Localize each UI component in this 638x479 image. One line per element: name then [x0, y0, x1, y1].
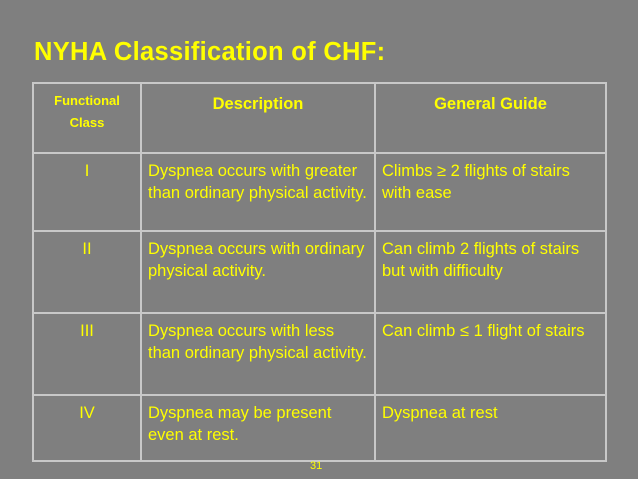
description-cell: Dyspnea may be present even at rest.	[141, 395, 375, 461]
class-cell: IV	[33, 395, 141, 461]
table-row	[33, 395, 606, 461]
description-cell: Dyspnea occurs with less than ordinary physical activity.	[141, 313, 375, 395]
guide-cell: Climbs ≥ 2 flights of stairs with ease	[375, 153, 606, 231]
header-functional-class: Functional Class	[33, 83, 141, 153]
class-cell: I	[33, 153, 141, 231]
table-row	[33, 153, 606, 231]
description-cell: Dyspnea occurs with ordinary physical activity.	[141, 231, 375, 313]
table-header-row	[33, 83, 606, 153]
nyha-classification-table	[32, 82, 607, 462]
table-row	[33, 313, 606, 395]
guide-cell: Dyspnea at rest	[375, 395, 606, 461]
slide-title: NYHA Classification of CHF:	[34, 38, 386, 66]
header-description: Description	[141, 83, 375, 153]
header-general-guide: General Guide	[375, 83, 606, 153]
guide-cell: Can climb 2 flights of stairs but with difficulty	[375, 231, 606, 313]
class-cell: II	[33, 231, 141, 313]
description-cell: Dyspnea occurs with greater than ordinary physical activity.	[141, 153, 375, 231]
guide-cell: Can climb ≤ 1 flight of stairs	[375, 313, 606, 395]
page-number: 31	[310, 460, 323, 472]
class-cell: III	[33, 313, 141, 395]
table-row	[33, 231, 606, 313]
